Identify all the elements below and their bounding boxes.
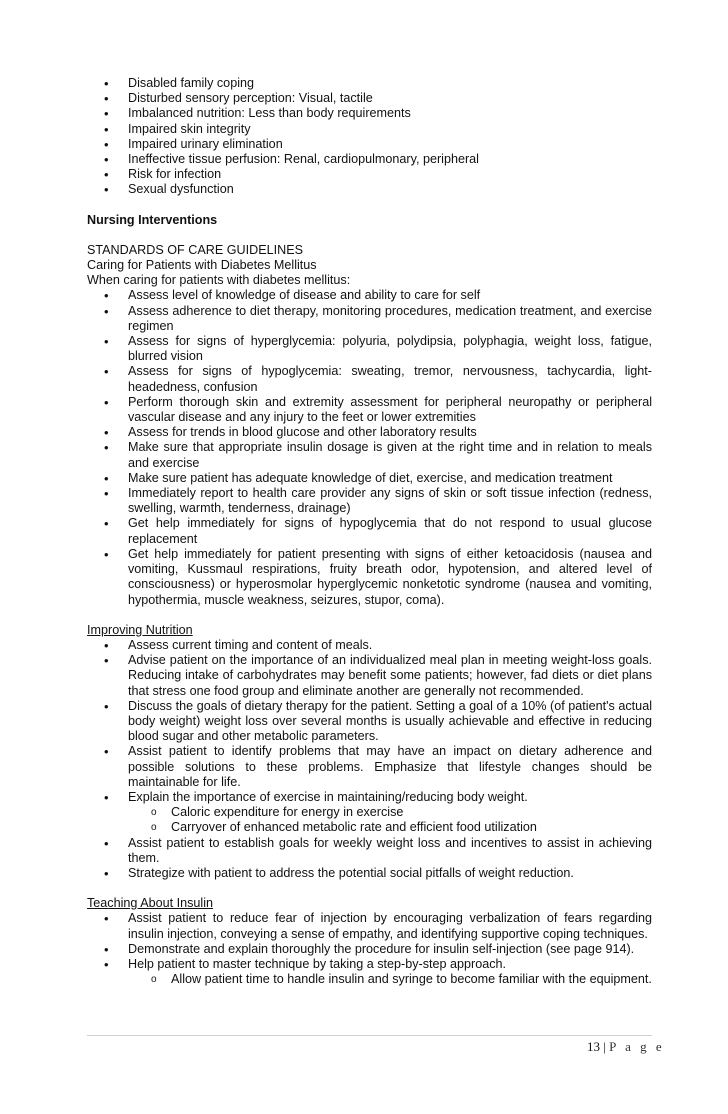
list-item: • Advise patient on the importance of an individualized meal plan in meeting weight-loss goals. Reducing intake of carbohydrates may benefit some patients; however, fad diets or diet plans that stress one food group and eliminate another are generally not recommended. — [87, 653, 652, 699]
list-item: • Immediately report to health care provider any signs of skin or soft tissue infection (redness, swelling, warmth, tenderness, drainage) — [87, 486, 652, 516]
list-item: • Assess for trends in blood glucose and other laboratory results — [87, 425, 652, 440]
interventions-list — [87, 288, 652, 607]
standards-intro: When caring for patients with diabetes mellitus: — [87, 273, 351, 288]
list-item: • Assist patient to reduce fear of injection by encouraging verbalization of fears regarding insulin injection, conveying a sense of empathy, and identifying supportive coping techniques. — [87, 911, 652, 941]
list-item: • Sexual dysfunction — [87, 182, 652, 197]
nutrition-title: Improving Nutrition — [87, 622, 193, 637]
list-item: • Risk for infection — [87, 167, 652, 182]
list-item: • Disturbed sensory perception: Visual, tactile — [87, 91, 652, 106]
list-item: • Ineffective tissue perfusion: Renal, cardiopulmonary, peripheral — [87, 152, 652, 167]
list-item: • Assess current timing and content of meals. — [87, 638, 652, 653]
section-heading: Nursing Interventions — [87, 212, 218, 227]
nutrition-list — [87, 638, 652, 881]
list-item: • Impaired urinary elimination — [87, 137, 652, 152]
page-content — [87, 76, 652, 987]
sub-list-item: o Carryover of enhanced metabolic rate and efficient food utilization — [87, 820, 652, 835]
list-item: • Discuss the goals of dietary therapy for the patient. Setting a goal of a 10% (of patient's actual body weight) weight loss over several months is usually achievable and effective in reducing blood sugar and other metabolic parameters. — [87, 699, 652, 745]
list-item: • Make sure that appropriate insulin dosage is given at the right time and in relation to meals and exercise — [87, 440, 652, 470]
list-item: • Get help immediately for signs of hypoglycemia that do not respond to usual glucose replacement — [87, 516, 652, 546]
list-item: • Get help immediately for patient presenting with signs of either ketoacidosis (nausea and vomiting, Kussmaul respirations, fruity breath odor, hypotension, and altered level of consciousness) or hyperosmolar hyperglycemic nonketotic syndrome (nausea and vomiting, hypothermia, muscle weakness, seizures, stupor, coma). — [87, 547, 652, 608]
list-item: • Assess level of knowledge of disease and ability to care for self — [87, 288, 652, 303]
sub-list-item: o Allow patient time to handle insulin and syringe to become familiar with the equipment. — [87, 972, 652, 987]
footer-divider — [87, 1035, 652, 1036]
sub-list-item: o Caloric expenditure for energy in exercise — [87, 805, 652, 820]
list-item-text: Help patient to master technique by taking a step-by-step approach. — [128, 956, 507, 971]
insulin-sublist — [128, 972, 652, 987]
list-item: • Impaired skin integrity — [87, 122, 652, 137]
list-item: • Assess for signs of hyperglycemia: polyuria, polydipsia, polyphagia, weight loss, fatigue, blurred vision — [87, 334, 652, 364]
insulin-title: Teaching About Insulin — [87, 896, 214, 911]
list-item — [87, 790, 652, 836]
list-item: • Assess adherence to diet therapy, monitoring procedures, medication treatment, and exercise regimen — [87, 304, 652, 334]
list-item: • Make sure patient has adequate knowledge of diet, exercise, and medication treatment — [87, 471, 652, 486]
list-item: • Strategize with patient to address the potential social pitfalls of weight reduction. — [87, 866, 652, 881]
exercise-sublist — [128, 805, 652, 835]
insulin-list — [87, 911, 652, 987]
footer-separator: | — [603, 1039, 606, 1054]
page-number: 13 — [587, 1039, 600, 1054]
standards-title: STANDARDS OF CARE GUIDELINES — [87, 242, 303, 257]
list-item — [87, 957, 652, 987]
list-item: • Assist patient to identify problems that may have an impact on dietary adherence and possible solutions to these problems. Emphasize that lifestyle changes should be maintainable for life. — [87, 744, 652, 790]
standards-subtitle: Caring for Patients with Diabetes Mellitus — [87, 258, 317, 273]
list-item: • Perform thorough skin and extremity assessment for peripheral neuropathy or peripheral vascular disease and any injury to the feet or lower extremities — [87, 395, 652, 425]
list-item: • Assist patient to establish goals for weekly weight loss and incentives to assist in achieving them. — [87, 836, 652, 866]
page-label: P a g e — [609, 1039, 665, 1054]
list-item: • Demonstrate and explain thoroughly the procedure for insulin self-injection (see page 914). — [87, 942, 652, 957]
list-item: • Imbalanced nutrition: Less than body requirements — [87, 106, 652, 121]
nursing-diagnoses-list — [87, 76, 652, 198]
list-item: • Disabled family coping — [87, 76, 652, 91]
list-item: • Assess for signs of hypoglycemia: sweating, tremor, nervousness, tachycardia, light-headedness, confusion — [87, 364, 652, 394]
list-item-text: Explain the importance of exercise in maintaining/reducing body weight. — [128, 789, 528, 804]
page-footer — [587, 1039, 665, 1055]
